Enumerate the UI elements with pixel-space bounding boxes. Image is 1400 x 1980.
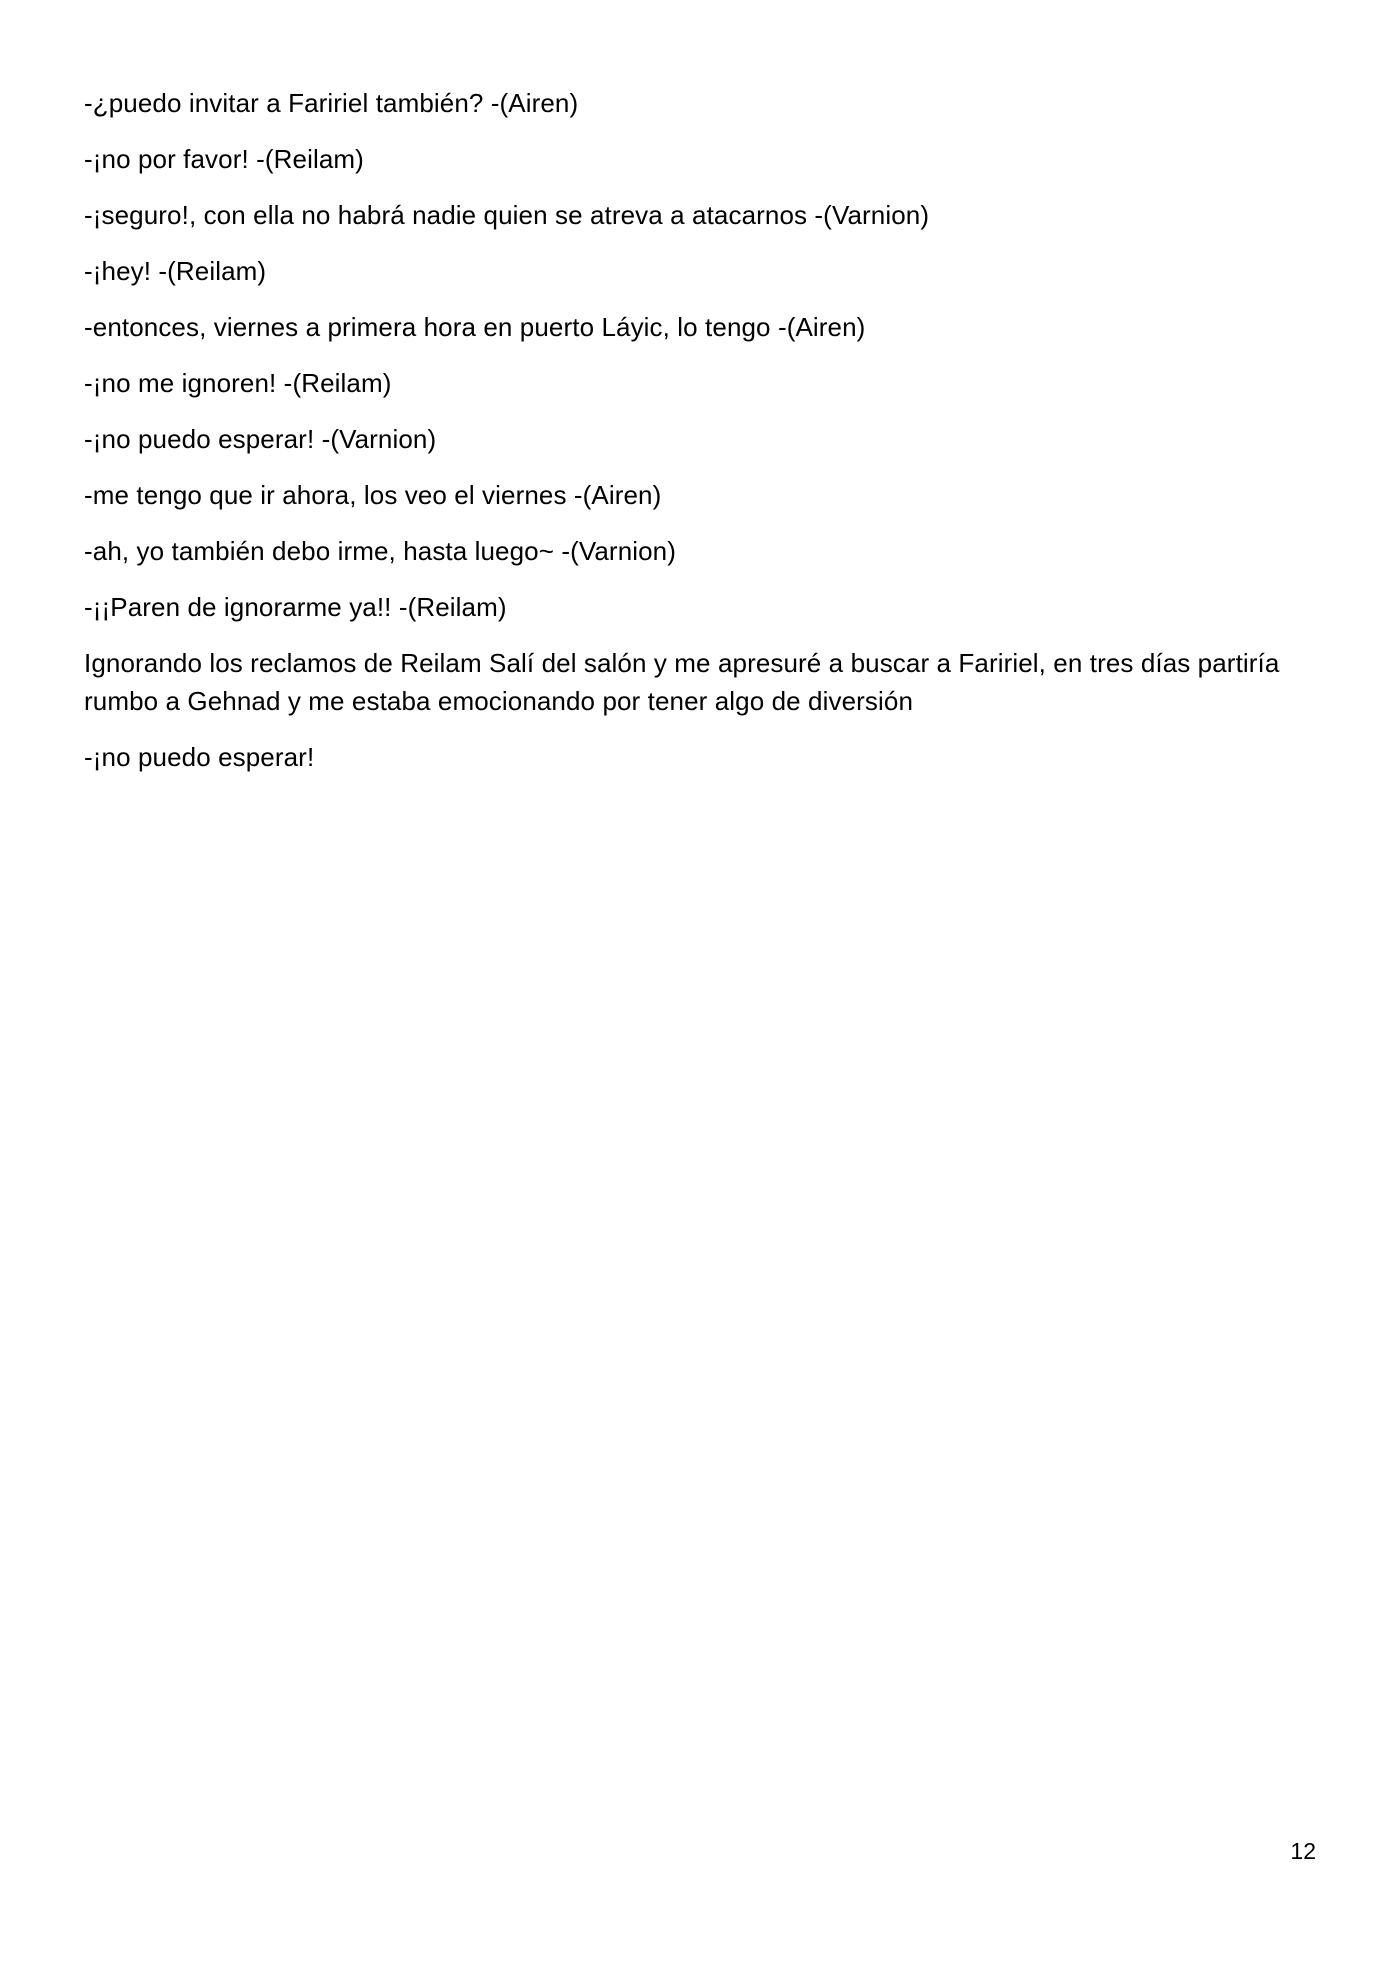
dialogue-line: -me tengo que ir ahora, los veo el viernes -(Airen)	[84, 480, 662, 510]
dialogue-line: -¡no puedo esperar!	[84, 742, 315, 772]
dialogue-line: -entonces, viernes a primera hora en puerto Láyic, lo tengo -(Airen)	[84, 312, 866, 342]
page-number: 12	[1290, 1838, 1316, 1864]
page-body	[84, 84, 1314, 794]
dialogue-line: -¡seguro!, con ella no habrá nadie quien se atreva a atacarnos -(Varnion)	[84, 200, 930, 230]
narrative-paragraph: Ignorando los reclamos de Reilam Salí del salón y me apresuré a buscar a Faririel, en tres días partiría rumbo a Gehnad y me estaba emocionando por tener algo de diversión	[84, 648, 1280, 716]
dialogue-line: -ah, yo también debo irme, hasta luego~ -(Varnion)	[84, 536, 677, 566]
dialogue-line: -¿puedo invitar a Faririel también? -(Airen)	[84, 88, 579, 118]
dialogue-line: -¡¡Paren de ignorarme ya!! -(Reilam)	[84, 592, 507, 622]
dialogue-line: -¡no puedo esperar! -(Varnion)	[84, 424, 437, 454]
dialogue-line: -¡no me ignoren! -(Reilam)	[84, 368, 392, 398]
dialogue-line: -¡hey! -(Reilam)	[84, 256, 267, 286]
dialogue-line: -¡no por favor! -(Reilam)	[84, 144, 364, 174]
